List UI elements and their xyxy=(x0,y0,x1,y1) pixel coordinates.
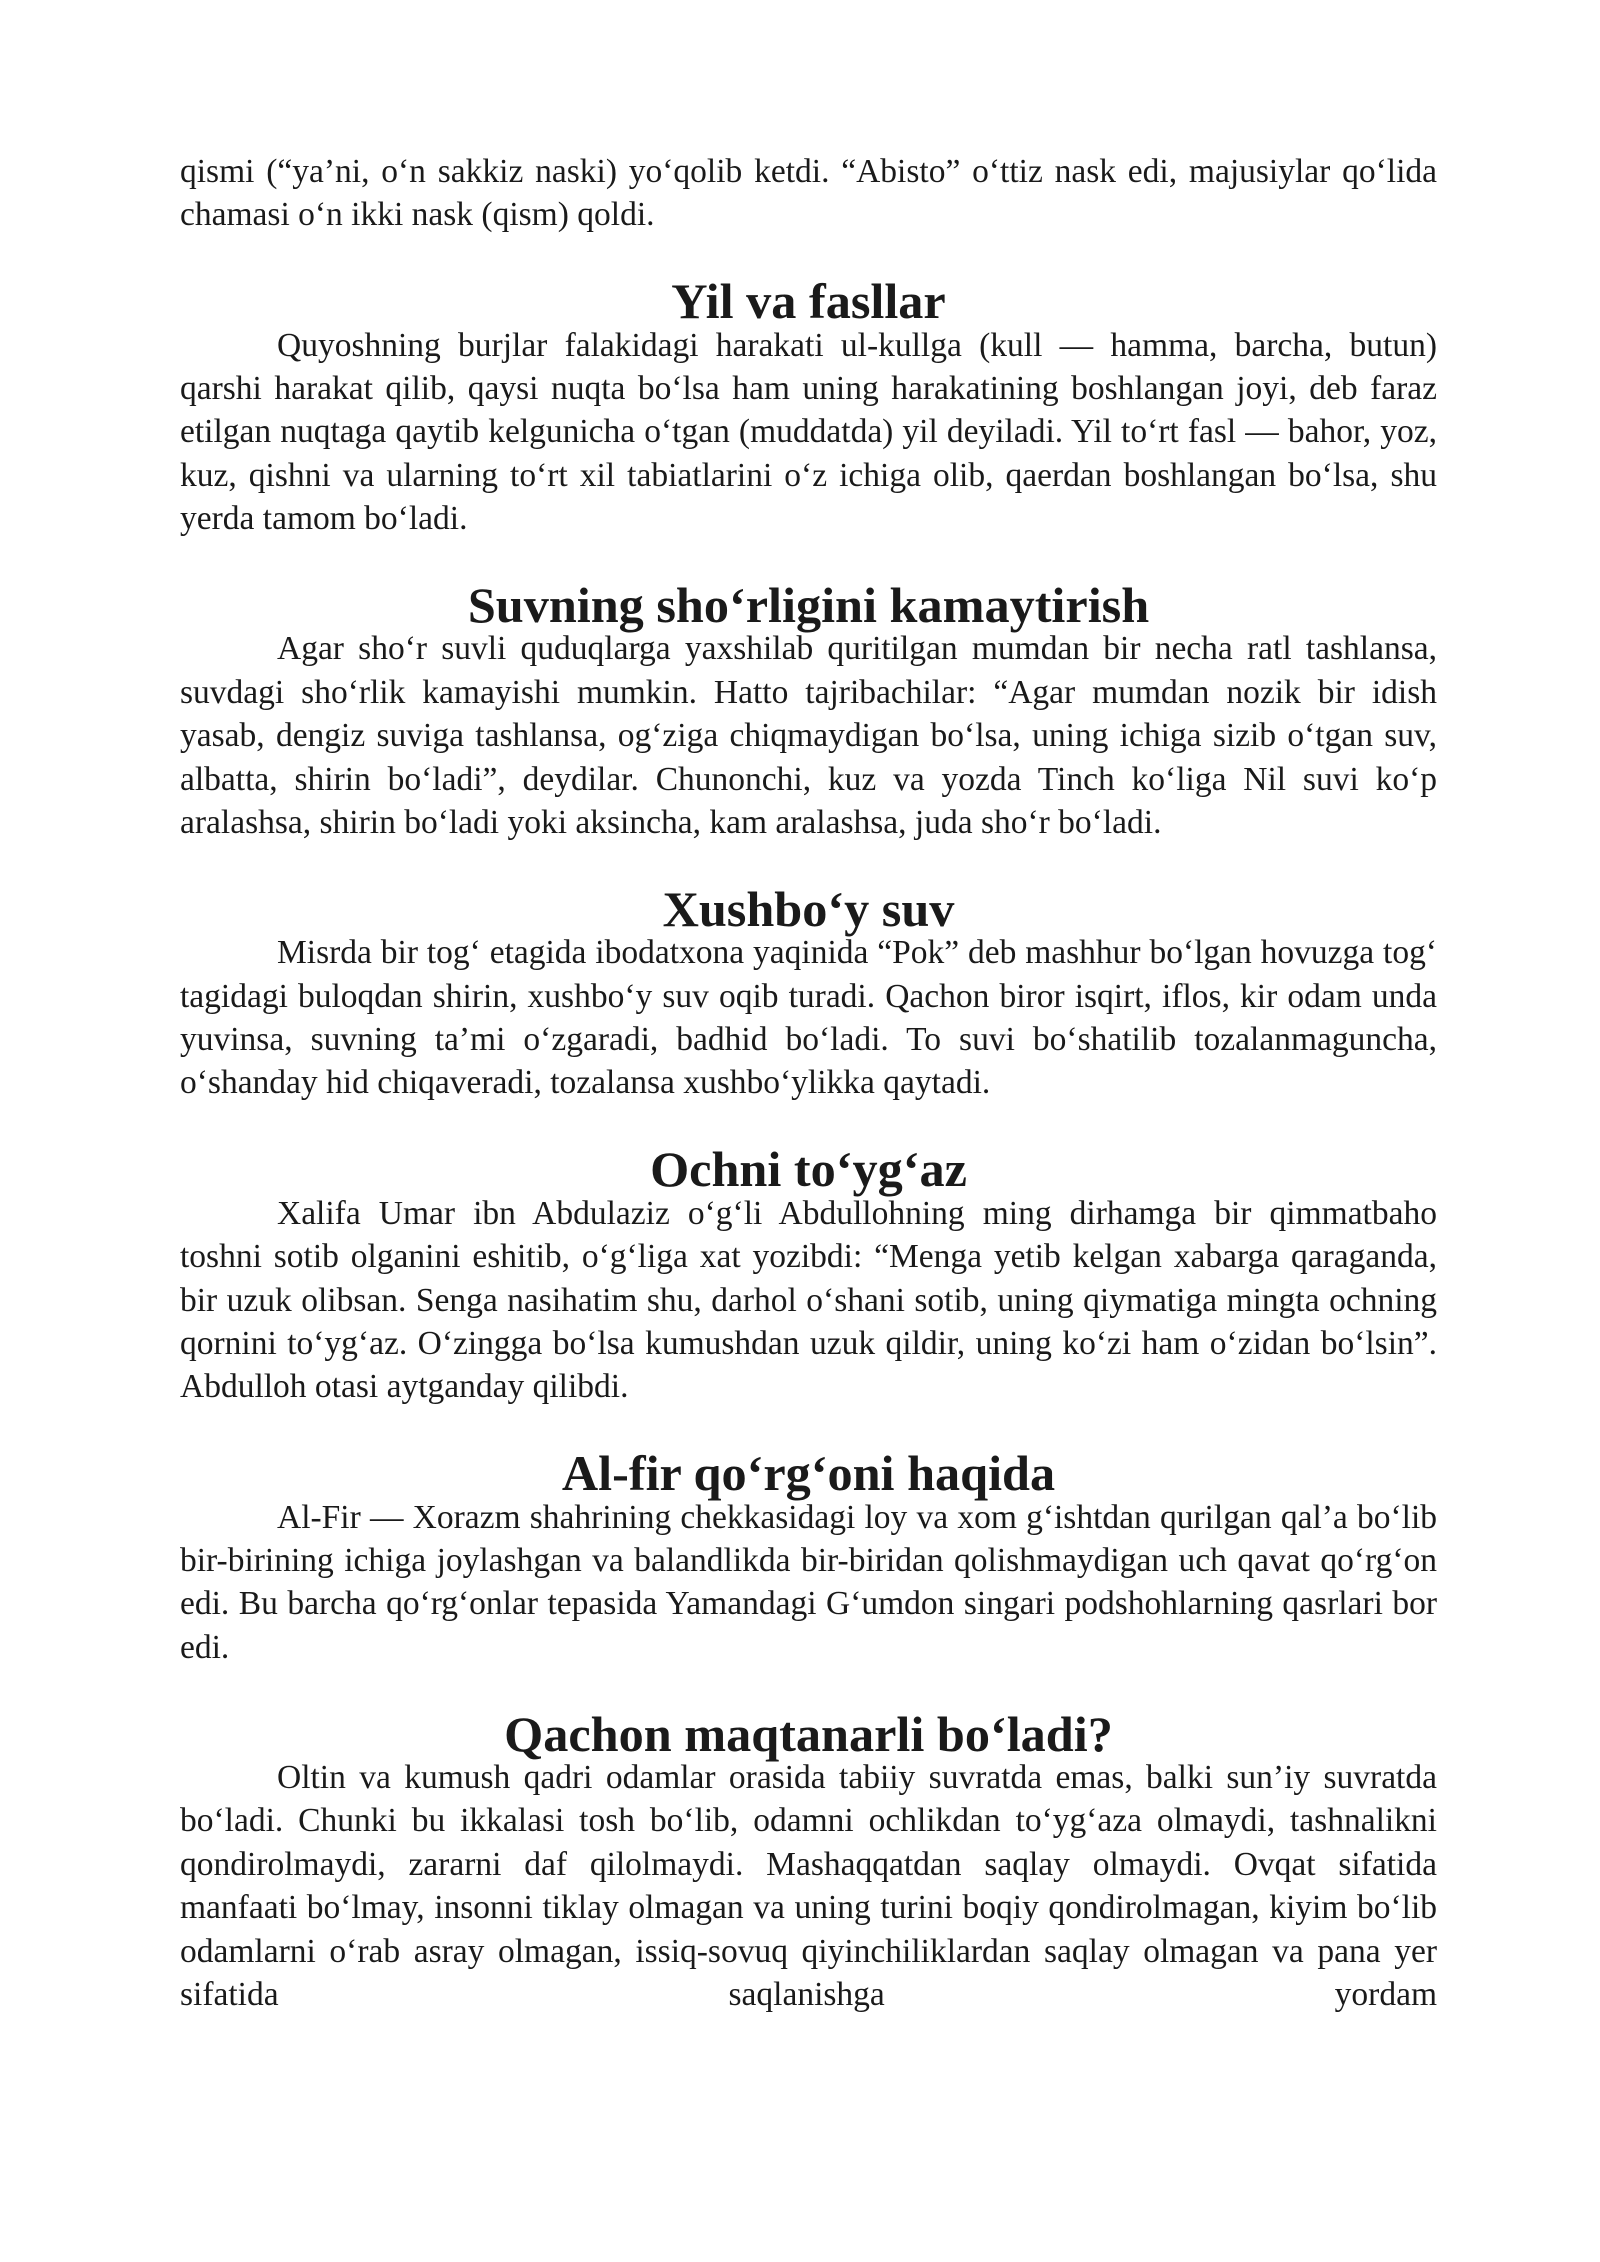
opening-paragraph: qismi (“ya’ni, o‘n sakkiz naski) yo‘qolib ketdi. “Abisto” o‘ttiz nask edi, majusiylar qo‘lida chamasi o‘n ikki nask (qism) qoldi. xyxy=(180,153,1437,234)
section-body-ochni-toygaz: Xalifa Umar ibn Abdulaziz o‘g‘li Abdullohning ming dirhamga bir qimmatbaho toshni sotib olganini eshitib, o‘g‘liga xat yozibdi: “Menga yetib kelgan xabarga qaraganda, bir uzuk olibsan. Senga nasihatim shu, darhol o‘shani sotib, uning qiymatiga mingta ochning qornini to‘yg‘az. O‘zingga bo‘lsa kumushdan uzuk qildir, uning ko‘zi ham o‘zidan bo‘lsin”. Abdulloh otasi aytganday qilibdi. xyxy=(180,1194,1437,1406)
section-body-xushboy-suv: Misrda bir tog‘ etagida ibodatxona yaqinida “Pok” deb mashhur bo‘lgan hovuzga tog‘ tagidagi buloqdan shirin, xushbo‘y suv oqib turadi. Qachon biror isqirt, iflos, kir odam unda yuvinsa, suvning ta’mi o‘zgaradi, badhid bo‘ladi. To suvi bo‘shatilib tozalanmaguncha, o‘shanday hid chiqaveradi, tozalansa xushbo‘ylikka qaytadi. xyxy=(180,934,1437,1102)
section-heading-xushboy-suv: Xushbo‘y suv xyxy=(662,880,955,937)
section-heading-suvning-shorligini: Suvning sho‘rligini kamaytirish xyxy=(467,577,1150,634)
section-heading-yil-va-fasllar: Yil va fasllar xyxy=(671,273,946,330)
document-page xyxy=(180,150,1437,2016)
section-heading-al-fir: Al-fir qo‘rg‘oni haqida xyxy=(561,1445,1056,1502)
section-body-qachon-maqtanarli: Oltin va kumush qadri odamlar orasida tabiiy suvratda emas, balki sun’iy suvratda bo‘ladi. Chunki bu ikkalasi tosh bo‘lib, odamni ochlikdan to‘yg‘aza olmaydi, tashnalikni qondirolmaydi, zararni daf qilolmaydi. Mashaqqatdan saqlay olmaydi. Ovqat sifatida manfaati bo‘lmay, insonni tiklay olmagan va uning turini boqiy qondirolmagan, kiyim bo‘lib odamlarni o‘rab asray olmagan, issiq-sovuq qiyinchiliklardan saqlay olmagan va pana yer sifatida saqlanishga yordam xyxy=(180,1758,1437,2013)
section-heading-qachon-maqtanarli: Qachon maqtanarli bo‘ladi? xyxy=(504,1705,1113,1762)
section-body-yil-va-fasllar: Quyoshning burjlar falakidagi harakati ul-kullga (kull — hamma, barcha, butun) qarshi harakat qilib, qaysi nuqta bo‘lsa ham uning harakatining boshlangan joyi, deb faraz etilgan nuqtaga qaytib kelgunicha o‘tgan (muddatda) yil deyiladi. Yil to‘rt fasl — bahor, yoz, kuz, qishni va ularning to‘rt xil tabiatlarini o‘z ichiga olib, qaerdan boshlangan bo‘lsa, shu yerda tamom bo‘ladi. xyxy=(180,326,1437,538)
section-body-suvning-shorligini: Agar sho‘r suvli quduqlarga yaxshilab quritilgan mumdan bir necha ratl tashlansa, suvdagi sho‘rlik kamayishi mumkin. Hatto tajribachilar: “Agar mumdan nozik bir idish yasab, dengiz suviga tashlansa, og‘ziga chiqmaydigan bo‘lsa, uning ichiga sizib o‘tgan suv, albatta, shirin bo‘ladi”, deydilar. Chunonchi, kuz va yozda Tinch ko‘liga Nil suvi ko‘p aralashsa, shirin bo‘ladi yoki aksincha, kam aralashsa, juda sho‘r bo‘ladi. xyxy=(180,630,1437,842)
section-body-al-fir: Al-Fir — Xorazm shahrining chekkasidagi loy va xom g‘ishtdan qurilgan qal’a bo‘lib bir-birining ichiga joylashgan va balandlikda bir-biridan qolishmaydigan uch qavat qo‘rg‘on edi. Bu barcha qo‘rg‘onlar tepasida Yamandagi G‘umdon singari podshohlarning qasrlari bor edi. xyxy=(180,1498,1437,1666)
section-heading-ochni-toygaz: Ochni to‘yg‘az xyxy=(650,1141,967,1198)
